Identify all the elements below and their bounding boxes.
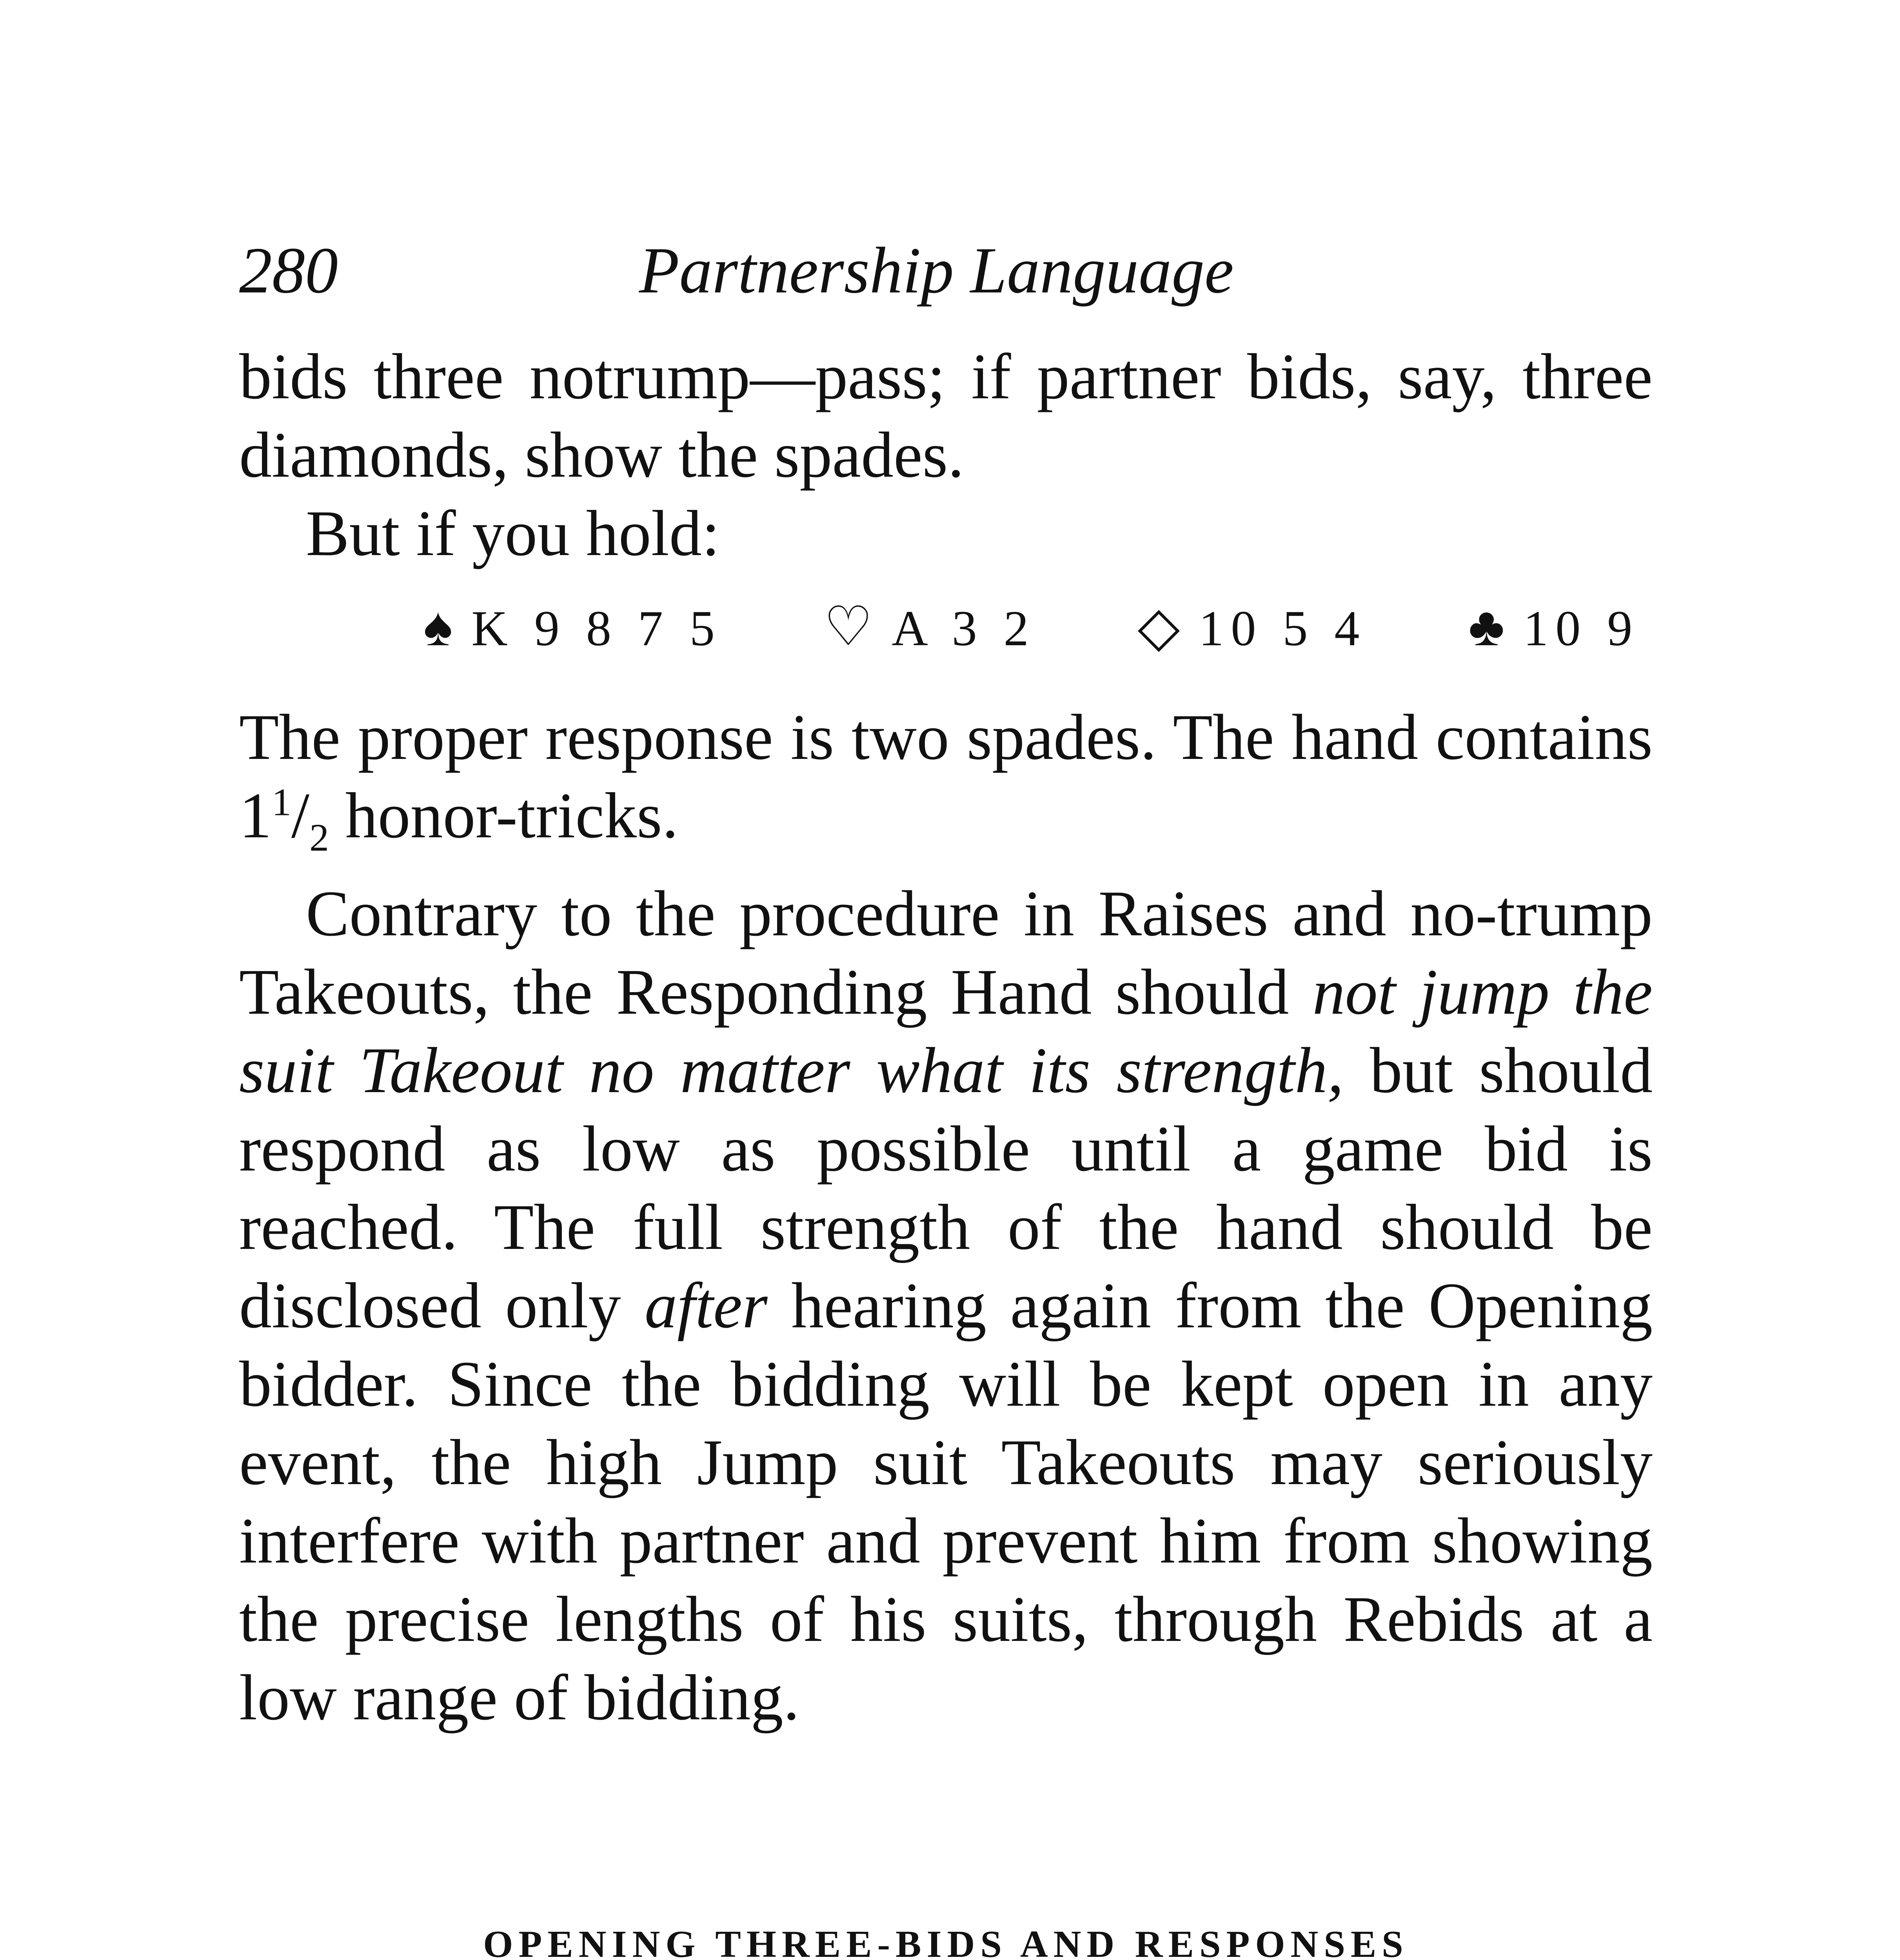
- club-cards: 10 9: [1523, 601, 1640, 656]
- page-number: 280: [239, 234, 338, 307]
- paragraph-text: [239, 874, 1653, 1737]
- page-header: [239, 231, 1690, 310]
- running-title: Partnership Language: [639, 234, 1234, 307]
- diamond-cards: 10 5 4: [1199, 601, 1367, 656]
- response-text-end: honor-tricks.: [329, 779, 679, 851]
- continuation-paragraph: [239, 337, 1653, 572]
- diamonds-holding: [1138, 588, 1367, 668]
- heart-cards: A 3 2: [892, 601, 1036, 656]
- club-icon: ♣: [1468, 597, 1512, 657]
- paragraph-text: [239, 698, 1653, 860]
- diamond-icon: ◇: [1137, 597, 1187, 657]
- paragraph-text: bids three notrump—pass; if partner bids, say, three diamonds, show the spades.: [239, 340, 1653, 491]
- section-heading: OPENING THREE-BIDS AND RESPONSES: [483, 1923, 1409, 1960]
- paragraph-text: But if you hold:: [306, 497, 720, 569]
- spades-holding: [423, 588, 722, 668]
- spade-icon: ♠: [423, 597, 460, 657]
- bridge-hand: [423, 588, 1640, 666]
- response-paragraph: [239, 698, 1653, 860]
- fraction-slash: /: [291, 779, 310, 851]
- response-text-start: The proper response is two spades. The hand contains 1: [239, 701, 1653, 851]
- clubs-holding: [1468, 588, 1639, 668]
- text-segment: but should respond as low as possible until a game bid is reached. The full strength of the hand should be disclosed only: [239, 1034, 1653, 1341]
- text-segment: hearing again from the Opening bidder. Since the bidding will be kept open in any event, the high Jump suit Takeouts may seriously interfere with partner and prevent him from showing the precise lengths of his suits, through Rebids at a low range of bidding.: [239, 1269, 1653, 1733]
- heart-icon: ♡: [823, 597, 880, 657]
- text-segment: Contrary to the procedure in Raises and no-trump Takeouts, the Responding Hand should: [239, 877, 1653, 1028]
- emphasis-text: not jump the suit Takeout no matter what its strength,: [239, 956, 1653, 1106]
- contrary-paragraph: [239, 874, 1653, 1737]
- hearts-holding: [824, 588, 1036, 668]
- emphasis-text: after: [645, 1269, 768, 1341]
- spade-cards: K 9 8 7 5: [471, 601, 722, 656]
- fraction-numerator: 1: [272, 780, 291, 824]
- fraction-denominator: 2: [309, 816, 329, 860]
